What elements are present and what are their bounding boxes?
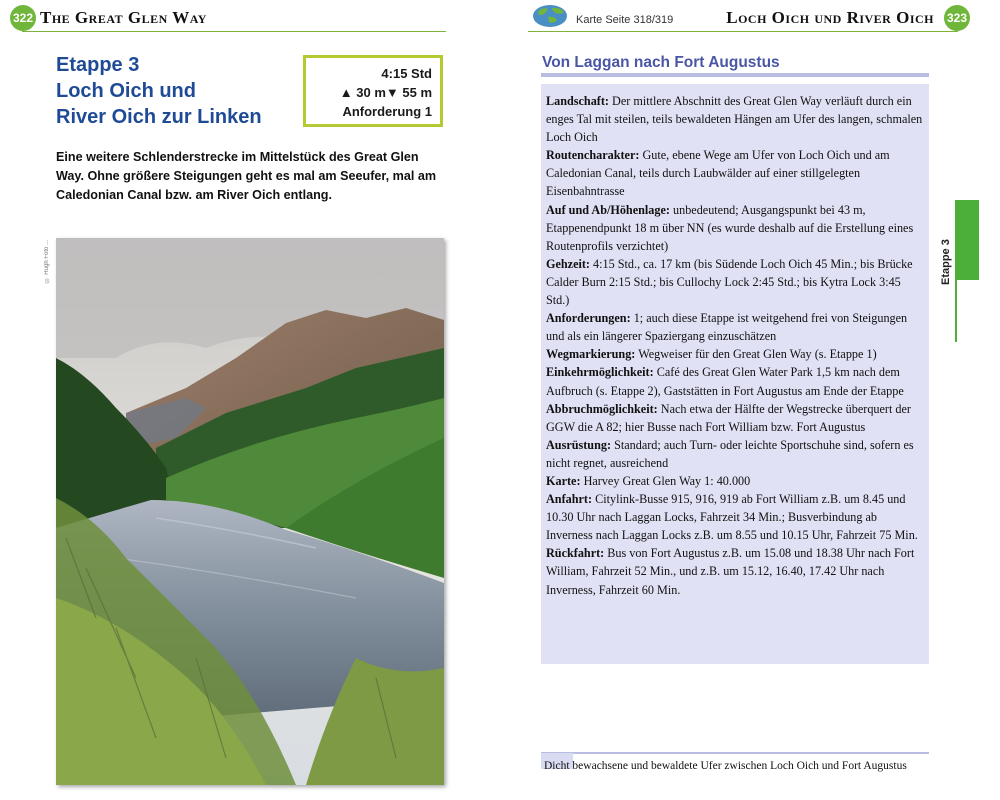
map-reference: Karte Seite 318/319 [576, 14, 674, 26]
info-term: Abbruchmöglichkeit: [546, 401, 658, 416]
info-entry-waymarking [546, 345, 924, 363]
stage-difficulty: Anforderung 1 [342, 104, 432, 119]
info-entry-equipment [546, 436, 924, 472]
info-entry-route-character [546, 146, 924, 200]
photo-credit: © Hugh Foto ... [44, 240, 50, 283]
info-term: Ausrüstung: [546, 437, 612, 452]
info-text: Wegweiser für den Great Glen Way (s. Etappe 1) [635, 347, 877, 362]
loch-oich-photo-illustration [56, 238, 444, 785]
info-term: Auf und Ab/Höhenlage: [546, 202, 670, 217]
info-entry-walking-time [546, 255, 924, 309]
info-term: Anfahrt: [546, 492, 593, 507]
info-term: Einkehrmöglichkeit: [546, 365, 654, 380]
left-page-number: 322 [10, 5, 36, 31]
info-entry-arrival [546, 490, 924, 544]
info-entry-refreshments [546, 363, 924, 399]
info-text: Citylink-Busse 915, 916, 919 ab Fort William z.B. um 8.45 und 10.30 Uhr nach Laggan Locks, Fahrzeit 34 Min.; Busverbindung ab Inverness nach Laggan Locks z.B. um 8.55 und 10.15 Uhr, Fahrzeit 75 Min. [546, 492, 918, 543]
info-text: Harvey Great Glen Way 1: 40.000 [580, 473, 751, 488]
stage-title [56, 52, 296, 130]
route-info-box [541, 84, 929, 664]
section-title: Von Laggan nach Fort Augustus [541, 53, 929, 77]
caption-rule [541, 752, 929, 754]
right-running-header [528, 6, 968, 32]
photo-caption: Dicht bewachsene und bewaldete Ufer zwischen Loch Oich und Fort Augustus [544, 760, 907, 772]
stage-title-line-2: Loch Oich und [56, 80, 196, 102]
stage-side-tab-line [955, 280, 957, 342]
right-page-number: 323 [944, 5, 970, 31]
info-entry-requirements [546, 309, 924, 345]
landscape-photo [56, 238, 444, 785]
info-entry-return [546, 544, 924, 598]
stage-ascent-descent: ▲ 30 m▼ 55 m [339, 85, 432, 100]
stage-duration: 4:15 Std [381, 66, 432, 81]
info-entry-abort-option [546, 400, 924, 436]
stage-side-label: Etappe 3 [940, 239, 952, 285]
info-text: Nach etwa der Hälfte der Wegstrecke überquert der GGW die A 82; hier Busse nach Fort William bzw. Fort Augustus [546, 401, 911, 434]
info-term: Wegmarkierung: [546, 347, 636, 362]
info-text: Gute, ebene Wege am Ufer von Loch Oich und am Caledonian Canal, teils durch Laubwälder auf einer stillgelegten Eisenbahntrasse [546, 148, 890, 199]
info-entry-map [546, 472, 924, 490]
stage-title-line-3: River Oich zur Linken [56, 106, 262, 128]
left-running-header [12, 6, 446, 32]
info-text: Café des Great Glen Water Park 1,5 km nach dem Aufbruch (s. Etappe 2), Gaststätten in Fort Augustus am Ende der Etappe [546, 365, 904, 398]
info-entry-elevation [546, 201, 924, 255]
info-text: 4:15 Std., ca. 17 km (bis Südende Loch Oich 45 Min.; bis Brücke Calder Burn 2:15 Std.; bis Cullochy Lock 2:45 Std.; bis Kytra Lock 3:45 Std.) [546, 256, 913, 308]
info-term: Gehzeit: [546, 256, 590, 271]
stage-intro: Eine weitere Schlenderstrecke im Mittelstück des Great Glen Way. Ohne größere Steigungen geht es mal am Seeufer, mal am Caledonian Canal bzw. am River Oich entlang. [56, 150, 437, 202]
info-text: unbedeutend; Ausgangspunkt bei 43 m, Etappenendpunkt 18 m über NN (es wurde deshalb auf die Erstellung eines Routenprofils verzichtet) [546, 202, 914, 253]
info-term: Karte: [546, 473, 581, 488]
left-running-title: The Great Glen Way [40, 8, 207, 27]
info-term: Rückfahrt: [546, 546, 605, 561]
stage-title-line-1: Etappe 3 [56, 54, 140, 76]
info-term: Landschaft: [546, 94, 609, 108]
right-running-title: Loch Oich und River Oich [726, 8, 934, 27]
info-text: Standard; auch Turn- oder leichte Sportschuhe sind, sofern es nicht regnet, ausreichend [546, 437, 914, 470]
globe-icon [530, 3, 570, 29]
info-text: 1; auch diese Etappe ist weitgehend frei von Steigungen und als ein längerer Spaziergang einzuschätzen [546, 311, 908, 344]
stage-side-tab [955, 200, 979, 280]
stage-stats-box [303, 55, 443, 127]
info-entry-landscape [546, 92, 924, 146]
info-text: Der mittlere Abschnitt des Great Glen Way verläuft durch ein enges Tal mit steilen, teils bewaldeten Hängen am Ufer des langen, schmalen Loch Oich [546, 94, 923, 145]
info-term: Anforderungen: [546, 311, 631, 326]
info-term: Routencharakter: [546, 148, 640, 163]
info-text: Bus von Fort Augustus z.B. um 15.08 und 18.38 Uhr nach Fort William, Fahrzeit 52 Min., und z.B. um 15.12, 16.40, 17.42 Uhr nach Inverness, Fahrzeit 60 Min. [546, 546, 915, 597]
